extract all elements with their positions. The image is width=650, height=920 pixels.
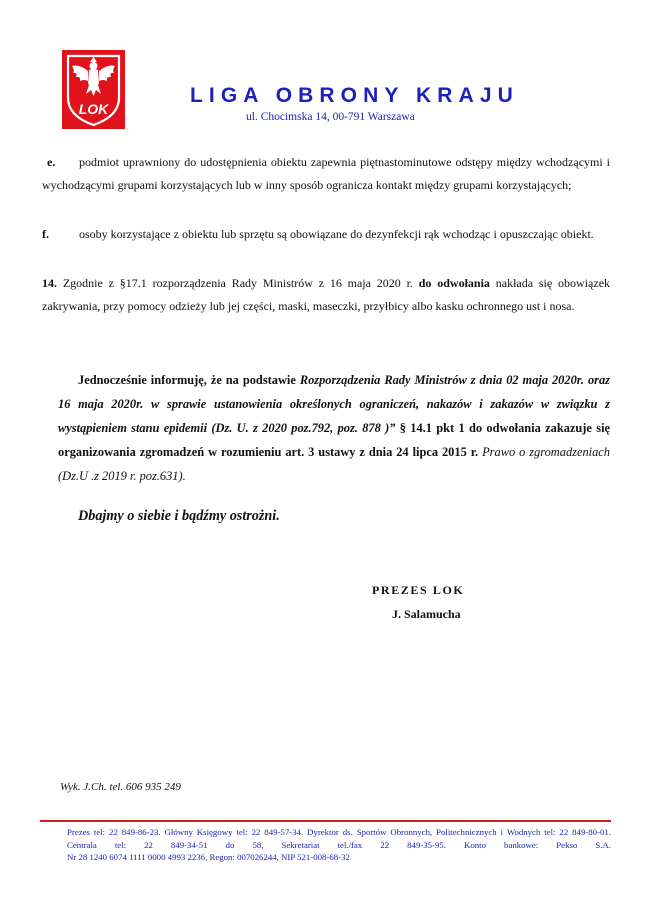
item-14-text-b: nakłada się obowiązek zakrywania, przy pomocy odzieży lub jej części, maski, maseczki, przyłbicy albo kasku ochronnego ust i nosa. bbox=[42, 276, 611, 314]
signature-name: J. Salamucha bbox=[392, 607, 461, 621]
footer-bank-details: Nr 28 1240 6074 1111 0000 4993 2236, Regon: 007026244, NIP 521-008-68-32 bbox=[67, 852, 350, 862]
item-f-text: osoby korzystające z obiektu lub sprzętu są obowiązane do dezynfekcji rąk wchodząc i opuszczając obiekt. bbox=[79, 227, 594, 241]
organization-title: LIGA OBRONY KRAJU bbox=[190, 84, 519, 107]
footer-contacts: Prezes tel: 22 849-86-23. Główny Księgowy tel: 22 849-57-34. Dyrektor ds. Sportów Obronnych, Politechnicznych i Wodnych tel: 22 849-80-01. Centrala tel: 22 849-34-51 do 58, Sekretariat tel./fax 22 849-35-95. Konto bankowe: Pekso S.A. bbox=[67, 827, 611, 851]
logo-text: LOK bbox=[78, 101, 109, 117]
item-e-paragraph bbox=[42, 151, 610, 197]
info-part-1: Jednocześnie informuję, że na podstawie bbox=[78, 373, 300, 387]
item-f-marker: f. bbox=[42, 227, 49, 241]
item-14-text-a: Zgodnie z §17.1 rozporządzenia Rady Ministrów z 16 maja 2020 r. bbox=[62, 276, 419, 290]
info-part-2: Rozporządzenia Rady Ministrów z dnia 02 maja 2020r. oraz 16 maja 2020r. w sprawie ustanowienia określonych ograniczeń, nakazów i zakazów w związku z wystąpieniem stanu epidemii (Dz. U. z 2020 poz.792, poz. 878 )” bbox=[58, 373, 610, 435]
footer-divider bbox=[40, 820, 611, 822]
item-14-paragraph bbox=[42, 272, 610, 318]
item-14-emphasis: do odwołania bbox=[418, 276, 490, 290]
item-e-text: podmiot uprawniony do udostępnienia obiektu zapewnia piętnastominutowe odstępy między wchodzącymi i wychodzącymi grupami korzystających lub w inny sposób ogranicza kontakt między grupami korzystających; bbox=[42, 155, 610, 193]
prepared-by: Wyk. J.Ch. tel. 606 935 249 bbox=[60, 781, 181, 793]
organization-address: ul. Chocimska 14, 00-791 Warszawa bbox=[246, 111, 415, 123]
signature-title: PREZES LOK bbox=[372, 583, 465, 597]
lok-logo bbox=[62, 50, 125, 129]
info-part-3: § 14.1 pkt 1 do odwołania zakazuje się organizowania zgromadzeń w rozumieniu art. 3 ustawy z dnia 24 lipca 2015 r. bbox=[58, 421, 611, 459]
item-f-paragraph bbox=[42, 223, 610, 246]
item-e-marker: e. bbox=[47, 155, 56, 169]
information-paragraph bbox=[58, 368, 610, 488]
info-part-4: Prawo o zgromadzeniach (Dz.U .z 2019 r. poz.631). bbox=[58, 445, 610, 483]
closing-remark: Dbajmy o siebie i bądźmy ostrożni. bbox=[78, 508, 280, 524]
item-14-marker: 14. bbox=[42, 276, 57, 290]
